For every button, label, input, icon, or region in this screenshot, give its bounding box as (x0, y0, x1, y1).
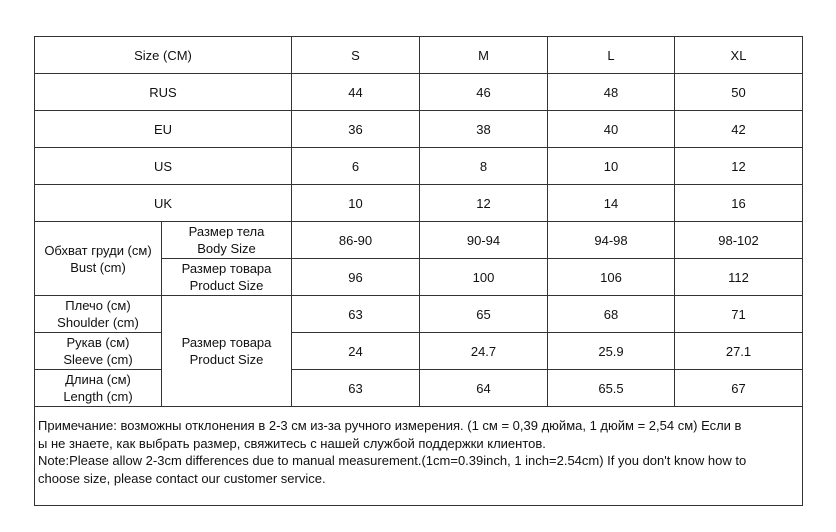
length-s: 63 (292, 370, 420, 407)
uk-s: 10 (292, 185, 420, 222)
uk-l: 14 (548, 185, 675, 222)
rus-label: RUS (35, 74, 292, 111)
length-label-ru: Длина (см) (65, 372, 131, 387)
bust-body-l: 94-98 (548, 222, 675, 259)
size-header-xl: XL (675, 37, 803, 74)
size-header-m: M (420, 37, 548, 74)
eu-label: EU (35, 111, 292, 148)
bust-product-s: 96 (292, 259, 420, 296)
shoulder-label-en: Shoulder (cm) (57, 315, 139, 330)
eu-m: 38 (420, 111, 548, 148)
sleeve-l: 25.9 (548, 333, 675, 370)
sleeve-row (35, 333, 803, 370)
product-size-group-label-en: Product Size (189, 352, 264, 367)
bust-product-size-label-en: Product Size (189, 278, 264, 293)
bust-product-m: 100 (420, 259, 548, 296)
length-m: 64 (420, 370, 548, 407)
bust-label-ru: Обхват груди (см) (44, 242, 152, 258)
us-row (35, 148, 803, 185)
sleeve-m: 24.7 (420, 333, 548, 370)
bust-body-row (35, 222, 803, 259)
uk-m: 12 (420, 185, 548, 222)
us-l: 10 (548, 148, 675, 185)
product-size-group-label (162, 296, 292, 407)
us-xl: 12 (675, 148, 803, 185)
rus-row (35, 74, 803, 111)
shoulder-label (35, 296, 162, 333)
sleeve-xl: 27.1 (675, 333, 803, 370)
sleeve-label (35, 333, 162, 370)
bust-label (35, 222, 162, 296)
bust-product-size-label-ru: Размер товара (181, 261, 272, 276)
uk-xl: 16 (675, 185, 803, 222)
eu-xl: 42 (675, 111, 803, 148)
eu-s: 36 (292, 111, 420, 148)
shoulder-m: 65 (420, 296, 548, 333)
body-size-label (162, 222, 292, 259)
length-label (35, 370, 162, 407)
size-header-s: S (292, 37, 420, 74)
rus-xl: 50 (675, 74, 803, 111)
us-label: US (35, 148, 292, 185)
note-row (35, 407, 803, 506)
note-line-4: choose size, please contact our customer service. (38, 470, 326, 486)
sleeve-s: 24 (292, 333, 420, 370)
sleeve-label-en: Sleeve (cm) (63, 352, 133, 367)
body-size-label-en: Body Size (197, 241, 256, 256)
note-line-2: ы не знаете, как выбрать размер, свяжитесь с нашей службой поддержки клиентов. (38, 435, 546, 451)
eu-row (35, 111, 803, 148)
bust-body-s: 86-90 (292, 222, 420, 259)
size-chart-table (34, 36, 803, 506)
shoulder-s: 63 (292, 296, 420, 333)
shoulder-xl: 71 (675, 296, 803, 333)
measurement-note (35, 407, 803, 506)
header-row (35, 37, 803, 74)
note-line-3: Note:Please allow 2-3cm differences due to manual measurement.(1cm=0.39inch, 1 inch=2.54cm) If you don't know how to (38, 453, 747, 468)
bust-body-xl: 98-102 (675, 222, 803, 259)
us-s: 6 (292, 148, 420, 185)
rus-s: 44 (292, 74, 420, 111)
product-size-group-label-ru: Размер товара (181, 335, 272, 350)
rus-l: 48 (548, 74, 675, 111)
length-label-en: Length (cm) (63, 389, 133, 404)
uk-label: UK (35, 185, 292, 222)
body-size-label-ru: Размер тела (188, 224, 265, 239)
bust-product-xl: 112 (675, 259, 803, 296)
sleeve-label-ru: Рукав (см) (66, 335, 130, 350)
bust-label-en: Bust (cm) (70, 259, 126, 275)
bust-product-l: 106 (548, 259, 675, 296)
bust-product-size-label (162, 259, 292, 296)
eu-l: 40 (548, 111, 675, 148)
rus-m: 46 (420, 74, 548, 111)
length-xl: 67 (675, 370, 803, 407)
length-row (35, 370, 803, 407)
bust-body-m: 90-94 (420, 222, 548, 259)
shoulder-l: 68 (548, 296, 675, 333)
uk-row (35, 185, 803, 222)
shoulder-row (35, 296, 803, 333)
shoulder-label-ru: Плечо (см) (65, 298, 131, 313)
size-header-l: L (548, 37, 675, 74)
note-line-1: Примечание: возможны отклонения в 2-3 см из-за ручного измерения. (1 см = 0,39 дюйма, 1 дюйм = 2,54 см) Если в (38, 418, 742, 433)
size-header-label: Size (CM) (35, 37, 292, 74)
length-l: 65.5 (548, 370, 675, 407)
us-m: 8 (420, 148, 548, 185)
